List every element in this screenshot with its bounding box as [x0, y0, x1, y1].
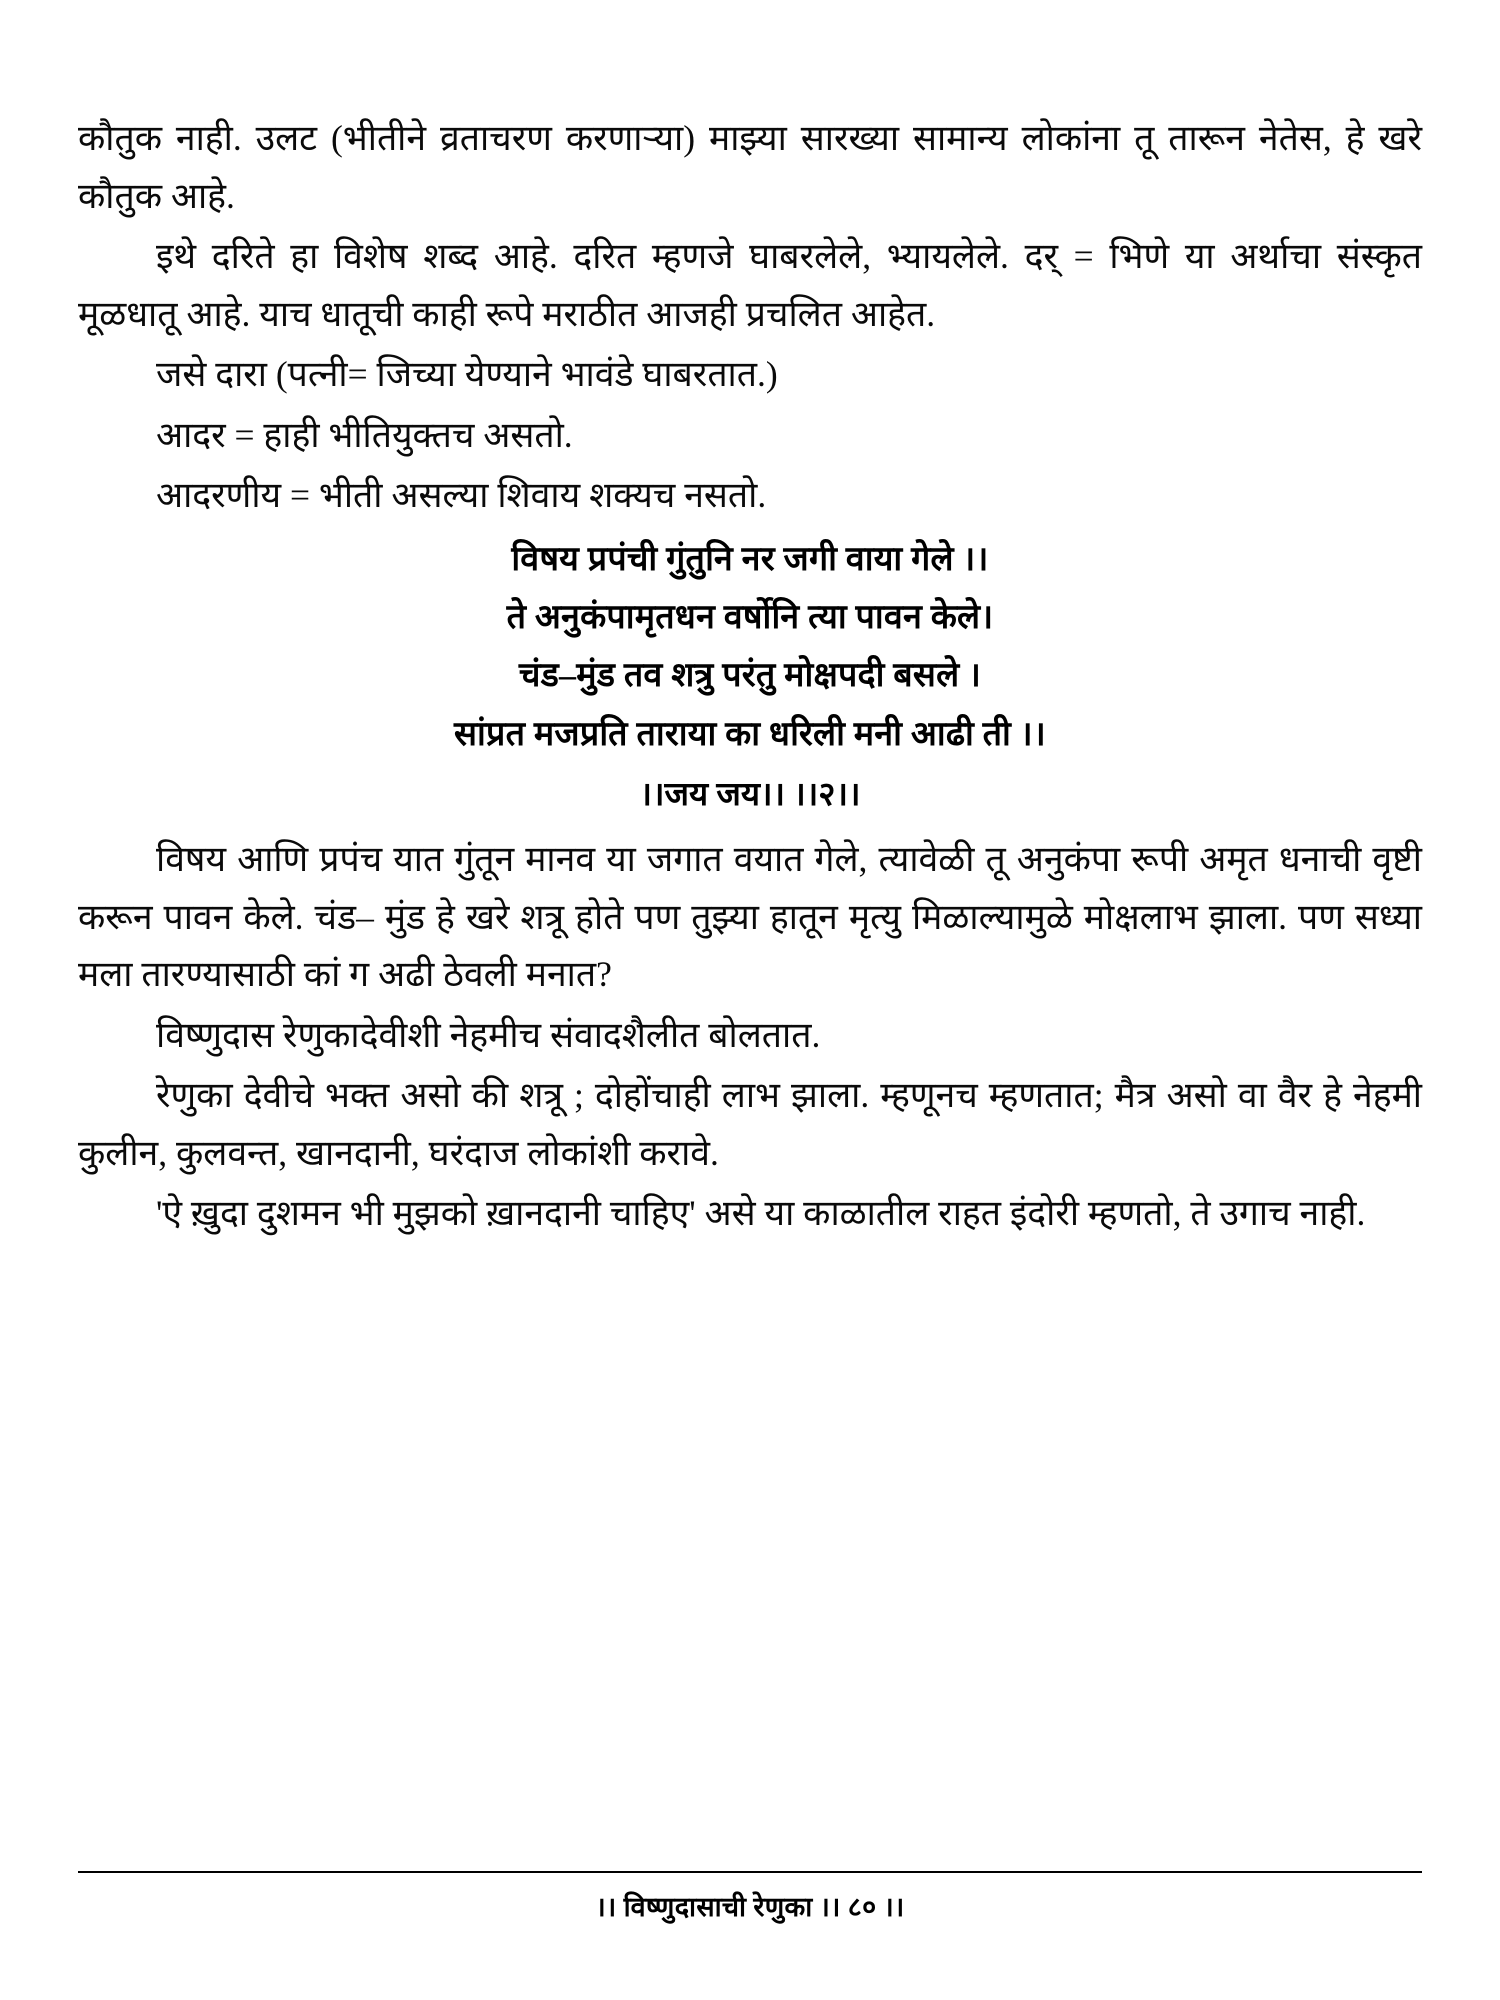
paragraph: विषय आणि प्रपंच यात गुंतून मानव या जगात वयात गेले, त्यावेळी तू अनुकंपा रूपी अमृत धनाची वृष्टी करून पावन केले. चंड– मुंड हे खरे शत्रू होते पण तुझ्या हातून मृत्यु मिळाल्यामुळे मोक्षलाभ झाला. पण सध्या मला तारण्यासाठी कां ग अढी ठेवली मनात? [78, 839, 1422, 995]
page-footer [78, 1871, 1422, 1924]
paragraph: विष्णुदास रेणुकादेवीशी नेहमीच संवादशैलीत बोलतात. [156, 1014, 821, 1055]
definition-line: जसे दारा (पत्नी= जिच्या येण्याने भावंडे घाबरतात.) [156, 354, 778, 394]
verse-line: चंड–मुंड तव शत्रु परंतु मोक्षपदी बसले । [518, 657, 982, 695]
verse-block [78, 531, 1422, 828]
page-body [78, 110, 1422, 1243]
paragraph: 'ऐ ख़ुदा दुशमन भी मुझको ख़ानदानी चाहिए' असे या काळातील राहत इंदोरी म्हणतो, ते उगाच नाही. [156, 1193, 1366, 1234]
verse-line: विषय प्रपंची गुंतुनि नर जगी वाया गेले ।। [511, 540, 989, 578]
definition-line: आदरणीय = भीती असल्या शिवाय शक्यच नसतो. [156, 475, 767, 515]
verse-refrain: ।।जय जय।। ।।२।। [639, 777, 861, 814]
paragraph: इथे दरिते हा विशेष शब्द आहे. दरित म्हणजे घाबरलेले, भ्यायलेले. दर् = भिणे या अर्थाचा संस्कृत मूळधातू आहे. याच धातूची काही रूपे मराठीत आजही प्रचलित आहेत. [78, 236, 1422, 334]
definition-line: आदर = हाही भीतियुक्तच असतो. [156, 414, 573, 455]
footer-caption: ।। विष्णुदासाची रेणुका ।। ८० ।। [595, 1892, 905, 1922]
paragraph: रेणुका देवीचे भक्त असो की शत्रू ; दोहोंचाही लाभ झाला. म्हणूनच म्हणतात; मैत्र असो वा वैर हे नेहमी कुलीन, कुलवन्त, खानदानी, घरंदाज लोकांशी करावे. [78, 1075, 1422, 1173]
verse-line: सांप्रत मजप्रति ताराया का धरिली मनी आढी ती ।। [454, 715, 1046, 753]
verse-line: ते अनुकंपामृतधन वर्षोनि त्या पावन केले। [506, 598, 994, 636]
footer-divider [78, 1871, 1422, 1873]
paragraph: कौतुक नाही. उलट (भीतीने व्रताचरण करणाऱ्या) माझ्या सारख्या सामान्य लोकांना तू तारून नेतेस, हे खरे कौतुक आहे. [78, 118, 1422, 216]
